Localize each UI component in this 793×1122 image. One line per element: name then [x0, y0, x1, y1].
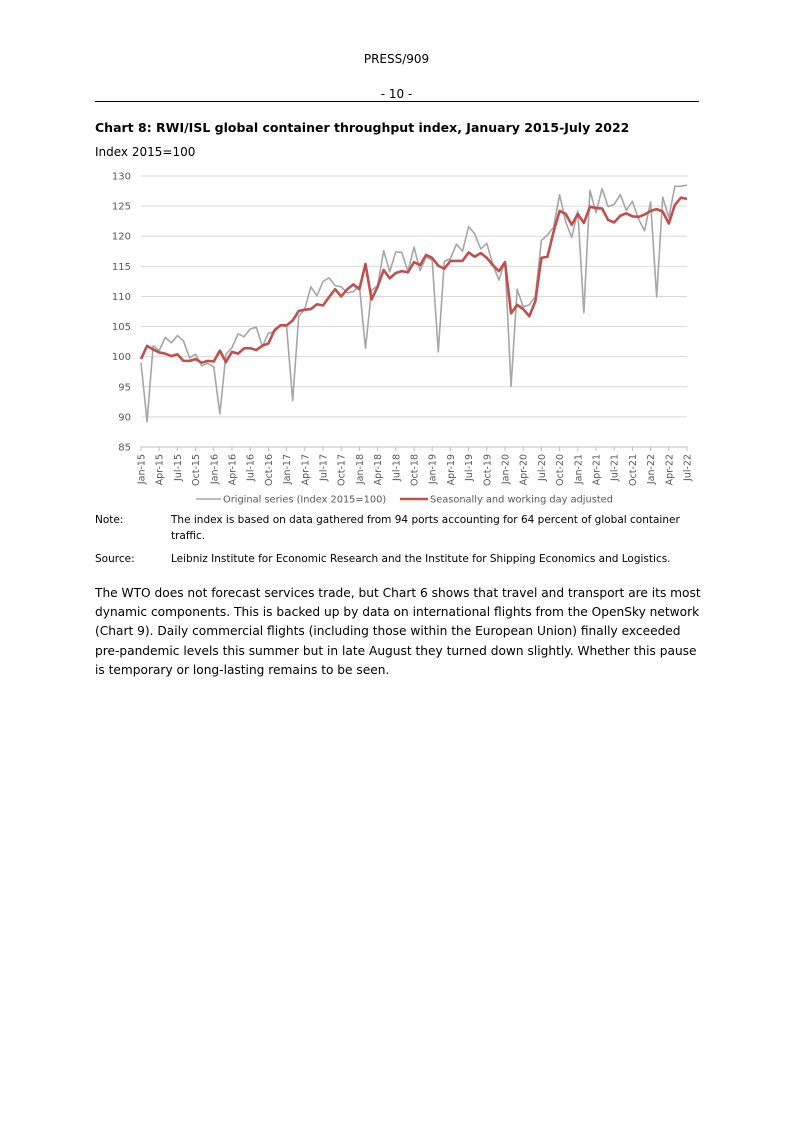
x-tick-label: Jan-21	[573, 454, 585, 485]
x-tick-label: Apr-17	[300, 454, 312, 486]
y-tick-label: 105	[111, 322, 131, 334]
x-tick-label: Jul-17	[318, 454, 330, 481]
x-tick-label: Jan-22	[646, 454, 658, 485]
x-tick-label: Jul-19	[464, 454, 476, 481]
x-tick-label: Apr-19	[445, 454, 457, 486]
legend-original-label: Original series (Index 2015=100)	[223, 494, 387, 506]
x-tick-label: Oct-19	[482, 454, 494, 486]
x-tick-label: Jul-21	[609, 454, 621, 481]
press-release-id: PRESS/909	[363, 52, 430, 66]
y-tick-label: 115	[111, 261, 131, 273]
y-tick-label: 125	[111, 201, 131, 213]
x-tick-label: Oct-21	[627, 454, 639, 486]
chart-subtitle: Index 2015=100	[95, 145, 196, 159]
y-tick-label: 110	[111, 291, 131, 303]
body-paragraph: The WTO does not forecast services trade, but Chart 6 shows that travel and transport are its most dynamic components. This is backed up by data on international flights from the OpenSky network (Chart 9). Daily commercial flights (including those within the European Union) finally exceeded pre-pandemic levels this summer but in late August they turned down slightly. Whether this pause is temporary or long-lasting remains to be seen.	[95, 586, 701, 677]
x-tick-label: Jul-16	[245, 454, 257, 481]
adjusted-series-line	[141, 198, 687, 363]
x-tick-label: Apr-21	[591, 454, 603, 486]
x-tick-label: Oct-18	[409, 454, 421, 486]
y-tick-label: 100	[111, 352, 131, 364]
x-tick-label: Jan-15	[136, 454, 148, 485]
note-text: The index is based on data gathered from 94 ports accounting for 64 percent of global container traffic.	[171, 514, 680, 542]
y-tick-label: 85	[118, 442, 131, 454]
container-throughput-chart	[95, 160, 700, 510]
y-tick-label: 95	[118, 382, 131, 394]
y-axis-ticks	[112, 172, 131, 454]
x-tick-label: Jan-20	[500, 454, 512, 485]
chart-legend	[196, 495, 613, 506]
x-tick-label: Oct-16	[263, 454, 275, 486]
original-series-line	[141, 185, 687, 422]
x-tick-label: Jan-17	[282, 454, 294, 485]
page-number: - 10 -	[380, 87, 413, 101]
x-tick-label: Apr-22	[664, 454, 676, 486]
x-tick-label: Oct-17	[336, 454, 348, 486]
x-tick-label: Jan-19	[427, 454, 439, 485]
source-label: Source:	[95, 553, 135, 565]
x-tick-label: Jul-15	[172, 454, 184, 481]
note-label: Note:	[95, 514, 124, 526]
legend-adjusted-label: Seasonally and working day adjusted	[430, 494, 613, 506]
x-tick-label: Jul-18	[391, 454, 403, 481]
header-divider	[95, 101, 699, 102]
source-text: Leibniz Institute for Economic Research and the Institute for Shipping Economics and Logistics.	[171, 553, 671, 565]
x-tick-label: Jan-18	[354, 454, 366, 485]
x-tick-label: Apr-16	[227, 454, 239, 486]
y-tick-label: 130	[111, 171, 131, 183]
x-tick-label: Jan-16	[209, 454, 221, 485]
x-tick-label: Oct-20	[555, 454, 567, 486]
x-axis-ticks	[137, 447, 694, 486]
x-tick-label: Oct-15	[191, 454, 203, 486]
x-tick-label: Jul-20	[536, 454, 548, 481]
x-tick-label: Apr-20	[518, 454, 530, 486]
chart-series	[141, 185, 687, 422]
chart-title: Chart 8: RWI/ISL global container throughput index, January 2015-July 2022	[95, 120, 630, 135]
x-tick-label: Jul-22	[682, 454, 694, 481]
x-tick-label: Apr-18	[373, 454, 385, 486]
y-tick-label: 90	[118, 412, 131, 424]
x-tick-label: Apr-15	[154, 454, 166, 486]
y-tick-label: 120	[111, 231, 131, 243]
